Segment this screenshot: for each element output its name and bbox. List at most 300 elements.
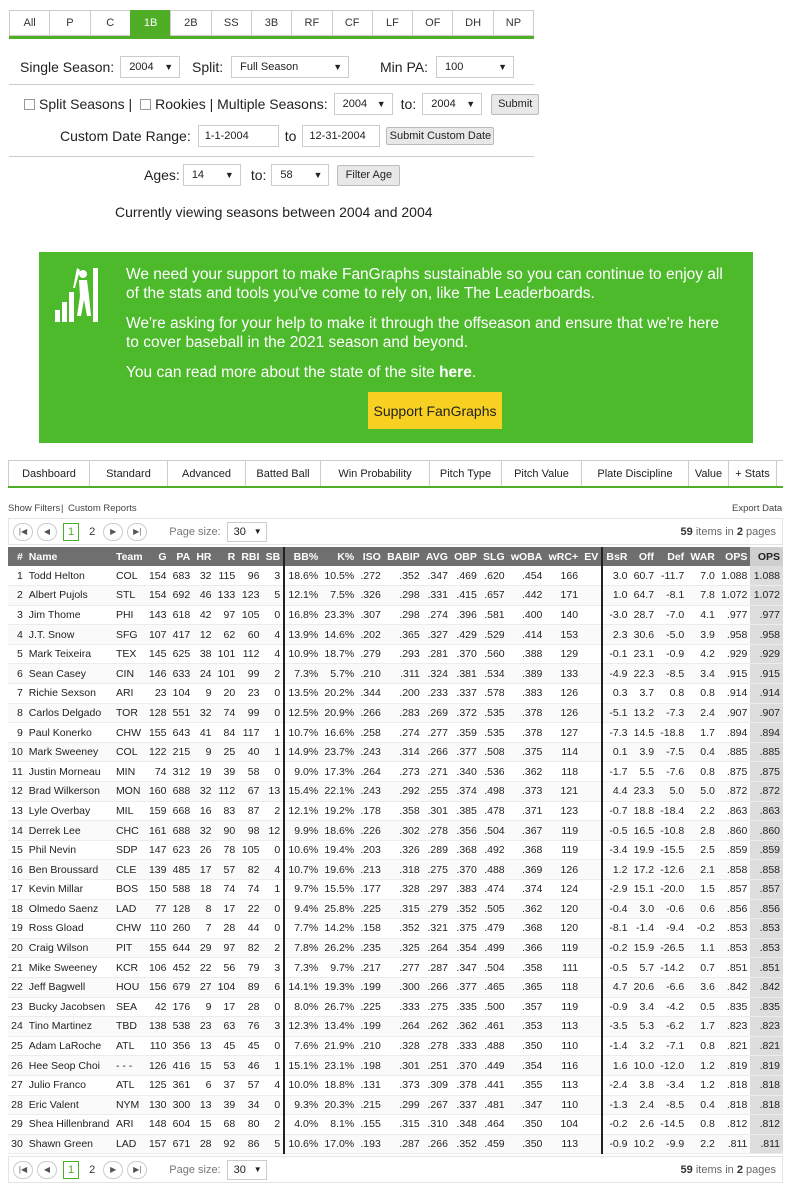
column-header-hr[interactable]: HR — [193, 547, 214, 566]
next-page-icon[interactable]: ▶ — [103, 523, 123, 541]
table-cell: 14.2% — [321, 919, 357, 939]
player-name-link[interactable]: Todd Helton — [26, 566, 113, 586]
table-cell: .344 — [357, 684, 384, 704]
submit-button[interactable]: Submit — [491, 94, 539, 115]
position-tab-c[interactable]: C — [90, 10, 130, 36]
stat-tab-stats[interactable]: + Stats — [728, 461, 777, 486]
table-cell: 679 — [170, 977, 194, 997]
divider — [9, 156, 534, 157]
table-cell: .821 — [718, 1036, 750, 1056]
team-link[interactable]: HOU — [113, 977, 146, 997]
table-cell: 60.7 — [630, 566, 657, 586]
table-cell — [581, 684, 602, 704]
team-link[interactable]: CLE — [113, 860, 146, 880]
table-cell: .498 — [480, 782, 508, 802]
table-cell: 19.4% — [321, 840, 357, 860]
table-cell: 17 — [8, 880, 26, 900]
stat-tab-plate-discipline[interactable]: Plate Discipline — [581, 461, 688, 486]
table-cell: 5.0 — [687, 782, 718, 802]
column-header-ops[interactable]: OPS — [718, 547, 750, 566]
viewing-text — [115, 203, 433, 221]
table-cell: 13 — [193, 1095, 214, 1115]
table-cell: -7.0 — [657, 605, 687, 625]
table-cell: 14.6% — [321, 625, 357, 645]
table-cell: 4 — [262, 625, 284, 645]
position-tab-all[interactable]: All — [9, 10, 49, 36]
table-cell: 9 — [193, 742, 214, 762]
team-link[interactable]: LAD — [113, 899, 146, 919]
team-link[interactable]: MIN — [113, 762, 146, 782]
team-link[interactable]: SFG — [113, 625, 146, 645]
table-cell: 19 — [8, 919, 26, 939]
date-from-input[interactable]: 1-1-2004 — [198, 125, 279, 147]
player-name-link[interactable]: Richie Sexson — [26, 684, 113, 704]
column-header-sb[interactable]: SB — [262, 547, 284, 566]
table-cell: 104 — [170, 684, 194, 704]
table-cell: 7 — [193, 919, 214, 939]
team-link[interactable]: ARI — [113, 684, 146, 704]
column-header-r[interactable]: R — [215, 547, 239, 566]
table-row — [8, 1095, 783, 1115]
table-row — [8, 880, 783, 900]
stat-tab-pitch-value[interactable]: Pitch Value — [501, 461, 581, 486]
team-link[interactable]: ATL — [113, 1036, 146, 1056]
multi-season-to-select[interactable]: 2004 ▼ — [422, 93, 482, 115]
table-cell: 7.5% — [321, 586, 357, 606]
table-cell: 107 — [146, 625, 170, 645]
rookies-checkbox[interactable] — [140, 99, 151, 110]
column-header-ev[interactable]: EV — [581, 547, 602, 566]
column-header-slg[interactable]: SLG — [480, 547, 508, 566]
table-cell: 40 — [238, 742, 262, 762]
player-name-link[interactable]: Justin Morneau — [26, 762, 113, 782]
table-cell: 8.1% — [321, 1115, 357, 1135]
first-page-icon[interactable]: |◀ — [13, 1161, 33, 1179]
table-cell: 154 — [146, 566, 170, 586]
player-name-link[interactable]: Carlos Delgado — [26, 703, 113, 723]
column-header-rbi[interactable]: RBI — [238, 547, 262, 566]
table-cell: 41 — [193, 723, 214, 743]
player-name-link[interactable]: Sean Casey — [26, 664, 113, 684]
player-name-link[interactable]: Jeff Bagwell — [26, 977, 113, 997]
table-cell: 42 — [146, 997, 170, 1017]
stat-tab-pitch-type[interactable]: Pitch Type — [429, 461, 501, 486]
column-header-wrc[interactable]: wRC+ — [545, 547, 581, 566]
player-name-link[interactable]: Shawn Green — [26, 1134, 113, 1154]
player-name-link[interactable]: Ross Gload — [26, 919, 113, 939]
table-cell: 13 — [193, 1036, 214, 1056]
team-link[interactable]: BOS — [113, 880, 146, 900]
table-cell: 618 — [170, 605, 194, 625]
table-cell: .326 — [384, 840, 423, 860]
min-pa-select[interactable]: 100 ▼ — [436, 56, 514, 78]
table-cell: 8.0% — [284, 997, 321, 1017]
team-link[interactable]: KCR — [113, 958, 146, 978]
table-cell: 14.9% — [284, 742, 321, 762]
player-name-link[interactable]: Shea Hillenbrand — [26, 1115, 113, 1135]
page-1[interactable]: 1 — [63, 523, 79, 541]
stat-tab-standard[interactable]: Standard — [89, 461, 167, 486]
table-cell: 30.6 — [630, 625, 657, 645]
table-cell: 28 — [238, 997, 262, 1017]
player-name-link[interactable]: Adam LaRoche — [26, 1036, 113, 1056]
single-season-select[interactable]: 2004 ▼ — [120, 56, 180, 78]
table-cell: -1.4 — [630, 919, 657, 939]
table-cell: .853 — [718, 919, 750, 939]
column-header-name[interactable]: Name — [26, 547, 113, 566]
table-cell: 24 — [193, 664, 214, 684]
player-name-link[interactable]: Albert Pujols — [26, 586, 113, 606]
position-tab-dh[interactable]: DH — [452, 10, 492, 36]
table-row — [8, 860, 783, 880]
player-name-link[interactable]: Mark Teixeira — [26, 644, 113, 664]
position-tab-of[interactable]: OF — [412, 10, 452, 36]
table-cell: 0 — [262, 840, 284, 860]
column-header-pa[interactable]: PA — [170, 547, 194, 566]
page-2[interactable]: 2 — [89, 525, 96, 538]
custom-reports-link[interactable]: Custom Reports — [68, 503, 137, 514]
team-link[interactable]: ARI — [113, 1115, 146, 1135]
table-cell: 155 — [146, 723, 170, 743]
table-cell: 15 — [193, 1115, 214, 1135]
player-name-link[interactable]: Olmedo Saenz — [26, 899, 113, 919]
support-fangraphs-button[interactable]: Support FanGraphs — [368, 392, 502, 429]
split-select[interactable]: Full Season ▼ — [231, 56, 349, 78]
stat-tab-batted-ball[interactable]: Batted Ball — [245, 461, 320, 486]
support-banner — [39, 252, 753, 443]
age-to-select[interactable]: 58 ▼ — [271, 164, 329, 186]
table-cell: 3.0 — [602, 566, 630, 586]
column-header-bb[interactable]: BB% — [284, 547, 321, 566]
page-size-select[interactable]: 30 ▼ — [227, 1160, 267, 1180]
table-cell: .202 — [357, 625, 384, 645]
stat-tab-dashboard[interactable]: Dashboard — [8, 461, 89, 486]
team-link[interactable]: PIT — [113, 938, 146, 958]
team-link[interactable]: CIN — [113, 664, 146, 684]
export-data-link[interactable]: Export Data — [732, 503, 783, 514]
table-cell: -0.9 — [602, 1134, 630, 1154]
player-name-link[interactable]: Derrek Lee — [26, 821, 113, 841]
player-name-link[interactable]: Mike Sweeney — [26, 958, 113, 978]
table-cell: 26 — [8, 1056, 26, 1076]
position-tab-lf[interactable]: LF — [372, 10, 412, 36]
table-cell: 623 — [170, 840, 194, 860]
date-to-input[interactable]: 12-31-2004 — [302, 125, 380, 147]
column-header-team[interactable]: Team — [113, 547, 146, 566]
table-cell: -7.3 — [657, 703, 687, 723]
column-header-iso[interactable]: ISO — [357, 547, 384, 566]
team-link[interactable]: - - - — [113, 1056, 146, 1076]
player-name-link[interactable]: Tino Martinez — [26, 1017, 113, 1037]
column-header-def[interactable]: Def — [657, 547, 687, 566]
table-cell: -12.0 — [657, 1056, 687, 1076]
age-from-select[interactable]: 14 ▼ — [183, 164, 241, 186]
table-cell: -5.1 — [602, 703, 630, 723]
table-cell: 37 — [215, 1075, 239, 1095]
table-cell: 82 — [238, 860, 262, 880]
page-1[interactable]: 1 — [63, 1161, 79, 1179]
column-header-bsr[interactable]: BsR — [602, 547, 630, 566]
table-cell: .350 — [508, 1134, 546, 1154]
table-cell: .536 — [480, 762, 508, 782]
table-cell: 78 — [215, 840, 239, 860]
table-cell: .461 — [480, 1017, 508, 1037]
team-link[interactable]: STL — [113, 586, 146, 606]
table-cell: 1.2 — [687, 1075, 718, 1095]
first-page-icon[interactable]: |◀ — [13, 523, 33, 541]
table-cell — [581, 566, 602, 586]
player-name-link[interactable]: Brad Wilkerson — [26, 782, 113, 802]
table-cell: 11 — [8, 762, 26, 782]
position-tab-rf[interactable]: RF — [291, 10, 331, 36]
position-tab-p[interactable]: P — [49, 10, 89, 36]
table-cell: .210 — [357, 1036, 384, 1056]
table-cell: 300 — [170, 1095, 194, 1115]
table-cell: 120 — [545, 899, 581, 919]
table-cell — [581, 742, 602, 762]
column-header-k[interactable]: K% — [321, 547, 357, 566]
table-cell: 99 — [238, 703, 262, 723]
team-link[interactable]: PHI — [113, 605, 146, 625]
column-header-woba[interactable]: wOBA — [508, 547, 546, 566]
stat-tab-advanced[interactable]: Advanced — [167, 461, 245, 486]
table-cell: 12 — [262, 821, 284, 841]
viewing-text-content: Currently viewing seasons between 2004 and 2004 — [115, 204, 433, 220]
last-page-icon[interactable]: ▶| — [127, 523, 147, 541]
table-cell: .310 — [423, 1115, 451, 1135]
team-link[interactable]: COL — [113, 566, 146, 586]
team-link[interactable]: SDP — [113, 840, 146, 860]
table-cell: 126 — [146, 1056, 170, 1076]
table-cell: 2 — [262, 1115, 284, 1135]
table-cell: .375 — [451, 919, 480, 939]
table-cell: -2.4 — [602, 1075, 630, 1095]
show-filters-link[interactable]: Show Filters — [8, 503, 61, 514]
page-2[interactable]: 2 — [89, 1163, 96, 1176]
team-link[interactable]: ATL — [113, 1075, 146, 1095]
player-name-link[interactable]: Paul Konerko — [26, 723, 113, 743]
column-header-babip[interactable]: BABIP — [384, 547, 423, 566]
team-link[interactable]: COL — [113, 742, 146, 762]
column-header-ops-2[interactable]: OPS — [750, 547, 783, 566]
player-name-link[interactable]: Bucky Jacobsen — [26, 997, 113, 1017]
table-cell: 56 — [215, 958, 239, 978]
table-cell: .535 — [480, 723, 508, 743]
table-cell: .851 — [718, 958, 750, 978]
split-seasons-checkbox[interactable] — [24, 99, 35, 110]
player-name-link[interactable]: Ben Broussard — [26, 860, 113, 880]
table-cell: 27 — [8, 1075, 26, 1095]
table-cell: -14.5 — [657, 1115, 687, 1135]
position-tab-3b[interactable]: 3B — [251, 10, 291, 36]
table-cell: .853 — [750, 938, 783, 958]
table-cell: 5 — [262, 586, 284, 606]
column-header-g[interactable]: G — [146, 547, 170, 566]
table-cell: 15 — [193, 1056, 214, 1076]
team-link[interactable]: NYM — [113, 1095, 146, 1115]
table-cell: -3.5 — [602, 1017, 630, 1037]
table-cell — [581, 1056, 602, 1076]
table-cell: 26 — [193, 840, 214, 860]
last-page-icon[interactable]: ▶| — [127, 1161, 147, 1179]
table-cell: 9.7% — [321, 958, 357, 978]
player-name-link[interactable]: Hee Seop Choi — [26, 1056, 113, 1076]
table-cell: -5.0 — [657, 625, 687, 645]
next-page-icon[interactable]: ▶ — [103, 1161, 123, 1179]
player-name-link[interactable]: Julio Franco — [26, 1075, 113, 1095]
column-header-war[interactable]: WAR — [687, 547, 718, 566]
player-name-link[interactable]: Jim Thome — [26, 605, 113, 625]
table-cell: -26.5 — [657, 938, 687, 958]
table-cell: .400 — [508, 605, 546, 625]
table-cell: .289 — [423, 840, 451, 860]
table-cell: 105 — [238, 840, 262, 860]
table-cell: 113 — [545, 1075, 581, 1095]
player-name-link[interactable]: Craig Wilson — [26, 938, 113, 958]
position-tab-1b[interactable]: 1B — [130, 10, 170, 36]
table-cell: 161 — [146, 821, 170, 841]
table-cell: .377 — [451, 977, 480, 997]
table-cell: 128 — [146, 703, 170, 723]
table-cell — [581, 1095, 602, 1115]
prev-page-icon[interactable]: ◀ — [37, 523, 57, 541]
submit-custom-date-button[interactable]: Submit Custom Date — [386, 127, 494, 145]
table-cell: 683 — [170, 566, 194, 586]
player-name-link[interactable]: J.T. Snow — [26, 625, 113, 645]
team-link[interactable]: TEX — [113, 644, 146, 664]
table-cell: 2.2 — [687, 801, 718, 821]
table-cell: 127 — [545, 723, 581, 743]
filter-age-button[interactable]: Filter Age — [337, 165, 400, 186]
position-tab-cf[interactable]: CF — [332, 10, 372, 36]
column-header-[interactable]: # — [8, 547, 26, 566]
table-row — [8, 703, 783, 723]
table-cell: .278 — [423, 1036, 451, 1056]
table-cell: 133 — [215, 586, 239, 606]
page-size-select[interactable]: 30 ▼ — [227, 522, 267, 542]
table-cell: 1.1 — [687, 938, 718, 958]
prev-page-icon[interactable]: ◀ — [37, 1161, 57, 1179]
table-cell: 104 — [545, 1115, 581, 1135]
table-cell: .327 — [423, 625, 451, 645]
table-cell: -2.9 — [602, 880, 630, 900]
player-name-link[interactable]: Mark Sweeney — [26, 742, 113, 762]
player-name-link[interactable]: Lyle Overbay — [26, 801, 113, 821]
table-cell: .273 — [384, 762, 423, 782]
table-cell: 551 — [170, 703, 194, 723]
table-row — [8, 1075, 783, 1095]
table-cell: 9.9% — [284, 821, 321, 841]
table-cell: 1.0 — [602, 586, 630, 606]
table-cell: 2.8 — [687, 821, 718, 841]
table-cell: .328 — [384, 1036, 423, 1056]
table-row — [8, 644, 783, 664]
table-cell: 83 — [215, 801, 239, 821]
table-cell: .915 — [718, 664, 750, 684]
table-cell: 10.7% — [284, 723, 321, 743]
team-link[interactable]: TBD — [113, 1017, 146, 1037]
table-cell: 19.2% — [321, 801, 357, 821]
table-row — [8, 1056, 783, 1076]
table-cell: 12.1% — [284, 801, 321, 821]
table-cell: -6.2 — [657, 1017, 687, 1037]
table-cell: .378 — [451, 1075, 480, 1095]
table-cell: -0.2 — [602, 1115, 630, 1135]
position-tab-np[interactable]: NP — [493, 10, 534, 36]
table-cell: .264 — [357, 762, 384, 782]
table-cell: .337 — [451, 1095, 480, 1115]
table-cell: 22.1% — [321, 782, 357, 802]
pages-word: pages — [746, 525, 776, 538]
table-cell: 14.5 — [630, 723, 657, 743]
position-tab-2b[interactable]: 2B — [170, 10, 210, 36]
banner-here-link[interactable]: here — [439, 364, 472, 381]
table-cell: .299 — [384, 1095, 423, 1115]
team-link[interactable]: TOR — [113, 703, 146, 723]
table-cell: 57 — [238, 1075, 262, 1095]
table-cell: .356 — [451, 821, 480, 841]
team-link[interactable]: MIL — [113, 801, 146, 821]
team-link[interactable]: CHW — [113, 919, 146, 939]
team-link[interactable]: SEA — [113, 997, 146, 1017]
stat-tab-win-probability[interactable]: Win Probability — [320, 461, 429, 486]
column-header-avg[interactable]: AVG — [423, 547, 451, 566]
banner-text-3-post: . — [471, 364, 477, 381]
position-tab-ss[interactable]: SS — [211, 10, 251, 36]
column-header-off[interactable]: Off — [630, 547, 657, 566]
table-cell: 126 — [545, 860, 581, 880]
table-cell: 1.2 — [687, 1056, 718, 1076]
team-link[interactable]: CHW — [113, 723, 146, 743]
team-link[interactable]: LAD — [113, 1134, 146, 1154]
table-cell: .354 — [451, 938, 480, 958]
table-row — [8, 1134, 783, 1154]
table-cell: .199 — [357, 977, 384, 997]
table-cell: .875 — [750, 762, 783, 782]
table-cell: .818 — [750, 1095, 783, 1115]
table-cell: 1 — [262, 742, 284, 762]
team-link[interactable]: MON — [113, 782, 146, 802]
table-cell: 1.2 — [602, 860, 630, 880]
table-cell: 146 — [146, 664, 170, 684]
table-cell: 17.2 — [630, 860, 657, 880]
team-link[interactable]: CHC — [113, 821, 146, 841]
column-header-obp[interactable]: OBP — [451, 547, 480, 566]
player-name-link[interactable]: Eric Valent — [26, 1095, 113, 1115]
player-name-link[interactable]: Phil Nevin — [26, 840, 113, 860]
table-cell: .872 — [750, 782, 783, 802]
table-cell: .505 — [480, 899, 508, 919]
table-cell: 10.6% — [284, 1134, 321, 1154]
table-cell: .362 — [451, 1017, 480, 1037]
table-cell: .821 — [750, 1036, 783, 1056]
table-cell: .292 — [384, 782, 423, 802]
table-cell: .298 — [384, 605, 423, 625]
table-cell — [581, 1036, 602, 1056]
table-cell: .842 — [750, 977, 783, 997]
multi-season-from-select[interactable]: 2004 ▼ — [334, 93, 393, 115]
table-cell: .235 — [357, 938, 384, 958]
table-cell: 46 — [193, 586, 214, 606]
stat-tab-value[interactable]: Value — [688, 461, 728, 486]
table-cell: 86 — [238, 1134, 262, 1154]
table-cell: 9 — [193, 684, 214, 704]
table-cell: -0.4 — [602, 899, 630, 919]
table-cell: .178 — [357, 801, 384, 821]
table-cell: 119 — [545, 938, 581, 958]
player-name-link[interactable]: Kevin Millar — [26, 880, 113, 900]
table-cell: 416 — [170, 1056, 194, 1076]
